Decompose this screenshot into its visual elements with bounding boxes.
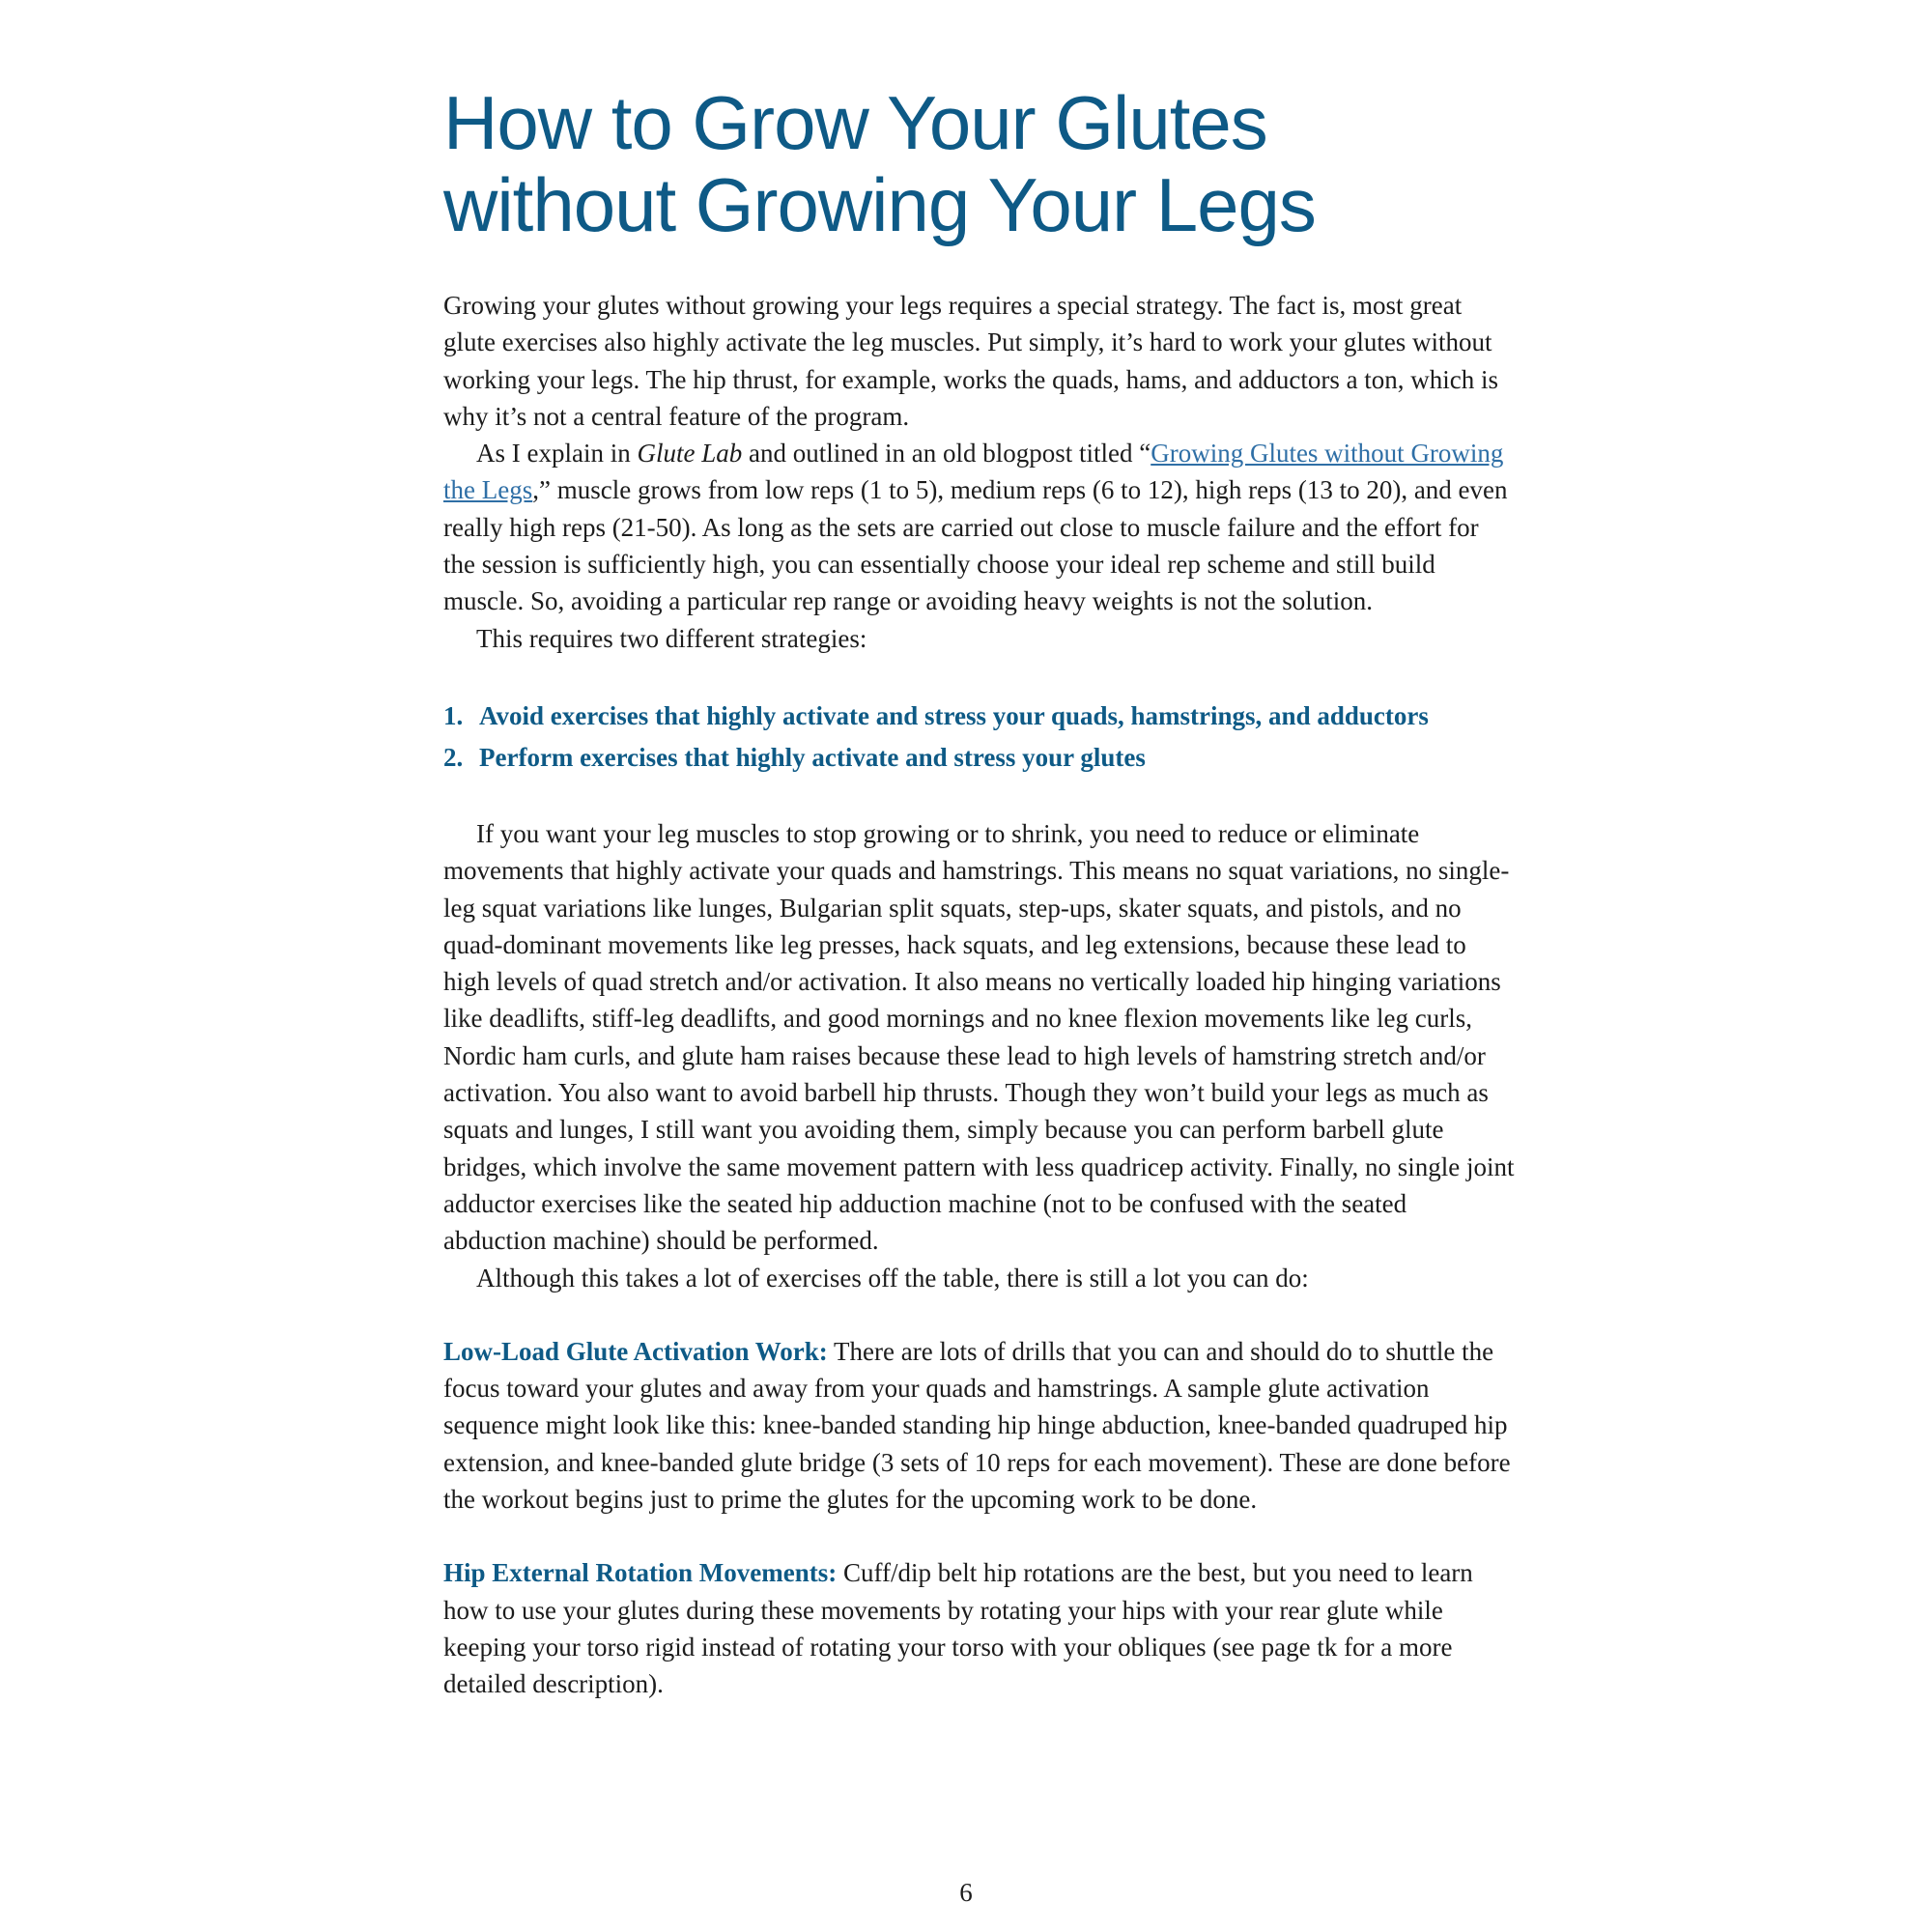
list-item-number: 1. [443,700,464,730]
hip-rotation-heading: Hip External Rotation Movements: [443,1558,838,1588]
list-item-number: 2. [443,742,464,772]
page-title [443,82,1516,246]
hip-rotation-text: Cuff/dip belt hip rotations are the best, but you need to learn how to use your glutes during these movements by rotating your hips with your rear glute while keeping your torso rigid instead of rotating your torso with your obliques (see page tk for a more detailed description). [443,1558,1473,1699]
page-title-line-2: without Growing Your Legs [443,162,1316,247]
page-content [443,82,1516,1703]
section-gap [443,1296,1516,1333]
rep-ranges-paragraph [443,435,1516,619]
section-gap [443,1518,1516,1554]
list-item [443,737,1516,779]
strategies-intro: This requires two different strategies: [476,623,867,653]
blogpost-link[interactable]: Growing Glutes without Growing the Legs [443,439,1504,505]
list-item-text: Avoid exercises that highly activate and stress your quads, hamstrings, and adductors [479,700,1429,730]
intro-paragraph: Growing your glutes without growing your legs requires a special strategy. The fact is, most great glute exercises also highly activate the leg muscles. Put simply, it’s hard to work your glutes without working your legs. The hip thrust, for example, works the quads, hams, and adductors a ton, which is why it’s not a central feature of the program. [443,291,1499,431]
glute-activation-section [443,1333,1516,1518]
glute-activation-heading: Low-Load Glute Activation Work: [443,1336,828,1366]
leg-muscles-paragraph: If you want your leg muscles to stop growing or to shrink, you need to reduce or eliminate movements that highly activate your quads and hamstrings. This means no squat variations, no single-leg squat variations like lunges, Bulgarian split squats, step-ups, skater squats, and pistols, and no quad-dominant movements like leg presses, hack squats, and leg extensions, because these lead to high levels of quad stretch and/or activation. It also means no vertically loaded hip hinging variations like deadlifts, stiff-leg deadlifts, and good mornings and no knee flexion movements like leg curls, Nordic ham curls, and glute ham raises because these lead to high levels of hamstring stretch and/or activation. You also want to avoid barbell hip thrusts. Though they won’t build your legs as much as squats and lunges, I still want you avoiding them, simply because you can perform barbell glute bridges, which involve the same movement pattern with less quadricep activity. Finally, no single joint adductor exercises like the seated hip adduction machine (not to be confused with the seated abduction machine) should be performed. [443,818,1515,1256]
hip-rotation-section [443,1554,1516,1702]
strategies-list [443,696,1516,779]
rep-ranges-text-c: ,” muscle grows from low reps (1 to 5), medium reps (6 to 12), high reps (13 to 20), and even really high reps (21-50). As long as the sets are carried out close to muscle failure and the effort for the session is sufficiently high, you can essentially choose your ideal rep scheme and still build muscle. So, avoiding a particular rep range or avoiding heavy weights is not the solution. [443,475,1508,616]
book-title: Glute Lab [637,439,743,469]
page-number: 6 [959,1878,973,1907]
transition-paragraph: Although this takes a lot of exercises off the table, there is still a lot you can do: [476,1263,1309,1293]
list-item [443,696,1516,737]
rep-ranges-text-a: As I explain in [476,439,638,469]
rep-ranges-text-b: and outlined in an old blogpost titled “ [742,439,1151,469]
glute-activation-text: There are lots of drills that you can and should do to shuttle the focus toward your glutes and away from your quads and hamstrings. A sample glute activation sequence might look like this: knee-banded standing hip hinge abduction, knee-banded quadruped hip extension, and knee-banded glute bridge (3 sets of 10 reps for each movement). These are done before the workout begins just to prime the glutes for the upcoming work to be done. [443,1336,1511,1515]
page-title-line-1: How to Grow Your Glutes [443,80,1267,165]
list-item-text: Perform exercises that highly activate and stress your glutes [479,742,1146,772]
